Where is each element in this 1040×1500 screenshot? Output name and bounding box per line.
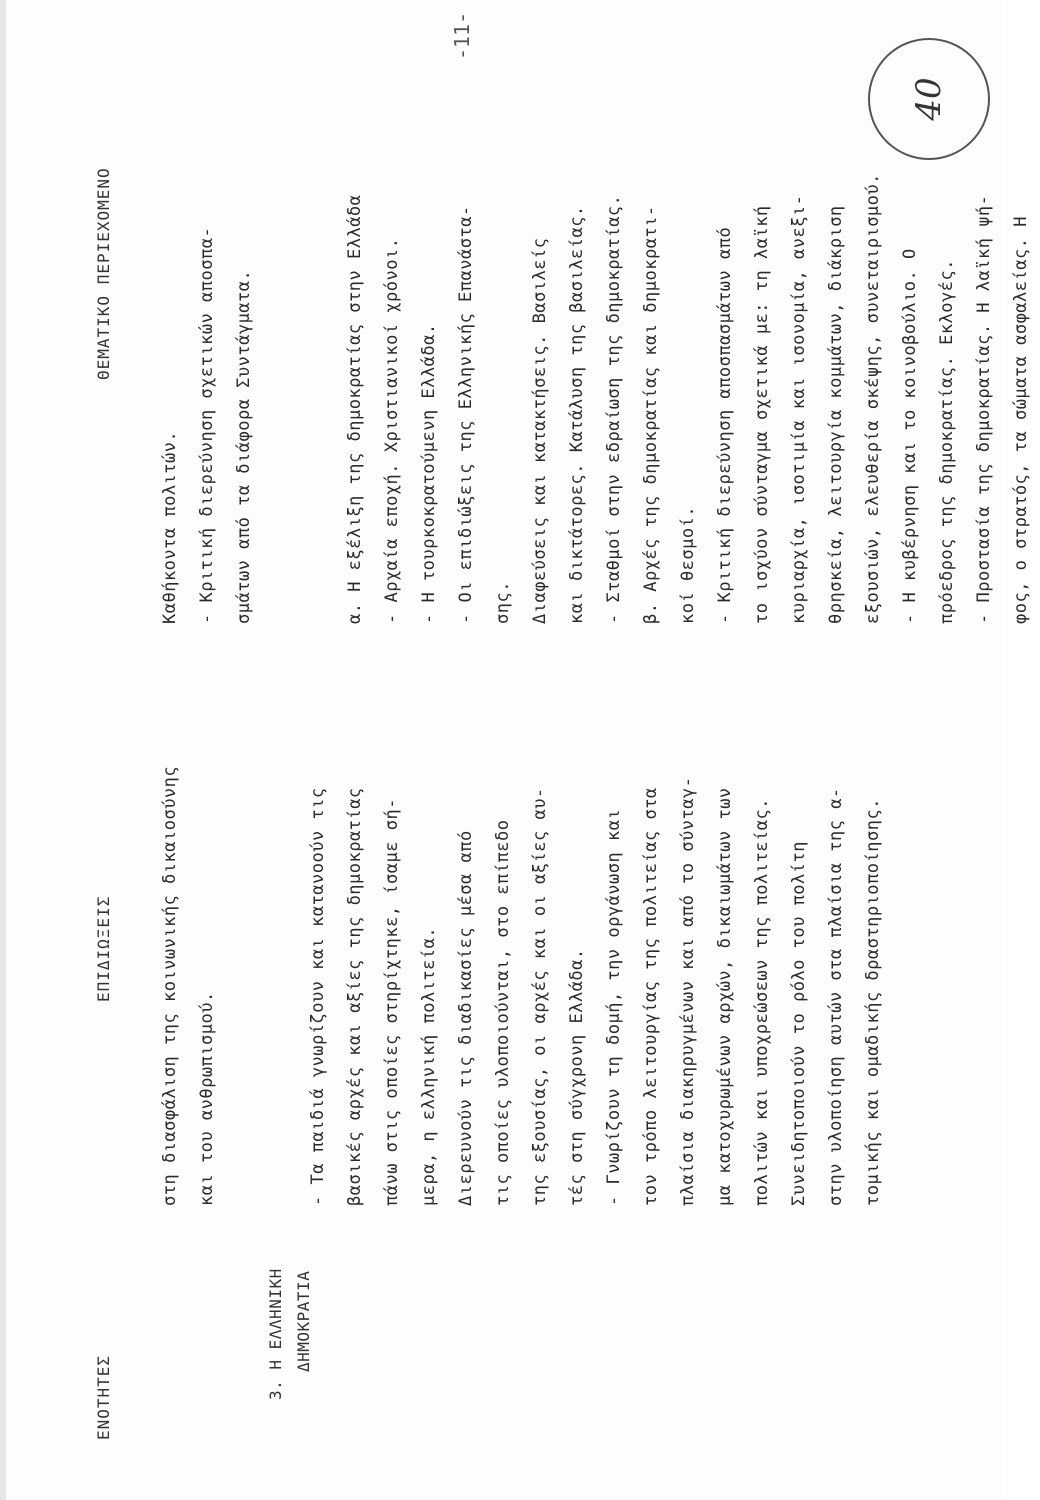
content-line: σμάτων από τα διάφορα Συντάγματα. [234,269,254,624]
objectives-line: - Γνωρίζουν τη δομή, την οργάνωση και [604,808,624,1206]
content-line: - Αρχαία εποχή. Χριστιανικοί χρόνοι. [382,237,402,624]
objectives-line: στην υλοποίηση αυτών στα πλαίσια της α- [826,787,846,1206]
objectives-line: τον τρόπο λειτουργίας της πολιτείας στα [641,787,661,1206]
stamp-mark: 40 [909,77,949,121]
content-line [263,173,300,624]
objectives-line: στη διασφάλιση της κοινωνικής δικαιοσύνης [160,765,180,1206]
content-line: σης. [493,581,513,624]
content-line: - Κριτική διερεύνηση αποσπασμάτων από [715,226,735,624]
objectives-line: μερα, η ελληνική πολιτεία. [419,926,439,1206]
objectives-line: τομικής και ομαδικής δραστηριοποίησης. [863,798,883,1206]
content-column [152,173,1040,624]
objectives-line: Συνειδητοποιούν το ρόλο του πολίτη [789,841,809,1206]
content-line: α. Η εξέλιξη της δημοκρατίας στην Ελλάδα [345,194,365,624]
content-line: - Η τουρκοκρατούμενη Ελλάδα. [419,323,439,624]
content-line: β. Αρχές της δημοκρατίας και δημοκρατι- [641,205,661,624]
objectives-line: της εξουσίας, οι αρχές και οι αξίες αυ- [530,787,550,1206]
objectives-line: βασικές αρχές και αξίες της δημοκρατίας [345,787,365,1206]
objectives-line [263,766,300,1206]
content-line: Καθήκοντα πολιτών. [160,430,180,624]
section-title [262,1268,318,1400]
content-line: - Κριτική διερεύνηση σχετικών αποσπα- [197,226,217,624]
page-number: -11- [450,11,474,60]
objectives-line: και του ανθρωπισμού. [197,991,217,1206]
section-number-title: 3. Η ΕΛΛΗΝΙΚΗ [266,1268,285,1400]
ink-stamp [868,38,990,160]
content-line [300,173,337,624]
content-line: πρόεδρος της δημοκρατίας. Εκλογές. [937,259,957,624]
objectives-line: πάνω στις οποίες στηρίχτηκε, ίσαμε σή- [382,798,402,1206]
content-line: και δικτάτορες. Κατάλυση της βασιλείας. [567,205,587,624]
content-line: το ισχύον σύνταγμα σχετικά με: τη λαϊκή [752,205,772,624]
header-content: ΘΕΜΑΤΙΚΟ ΠΕΡΙΕΧΟΜΕΝΟ [94,167,113,380]
content-line: - Σταθμοί στην εδραίωση της δημοκρατίας. [604,194,624,624]
content-line: κοί θεσμοί. [678,505,698,624]
objectives-line: πολιτών και υποχρεώσεων της πολιτείας. [752,798,772,1206]
content-line: εξουσιών, ελευθερία σκέψης, συνεταιρισμού. [863,173,883,624]
content-line: - Προστασία της δημοκρατίας. Η λαϊκή ψή- [974,194,994,624]
objectives-line: τις οποίες υλοποιούνται, στο επίπεδο [493,819,513,1206]
content-line: φος, ο στρατός, τα σώματα ασφαλείας. Η [1011,216,1031,624]
content-line: - Οι επιδιώξεις της Ελληνικής Επανάστα- [456,205,476,624]
objectives-line: - Τα παιδιά γνωρίζουν και κατανοούν τις [308,787,328,1206]
content-line: θρησκεία, λειτουργία κομμάτων, διάκριση [826,205,846,624]
content-line: κυριαρχία, ισοτιμία και ισονομία, ανεξι- [789,194,809,624]
objectives-column [152,766,892,1206]
objectives-line: τές στη σύγχρονη Ελλάδα. [567,948,587,1206]
header-objectives: ΕΠΙΔΙΩΞΕΙΣ [94,895,113,1002]
content-line: - Η κυβέρνηση και το κοινοβούλιο. Ο [900,248,920,624]
objectives-line [226,766,263,1206]
objectives-line: πλαίσια διακηρυγμένων και από το σύνταγ- [678,776,698,1206]
content-line: Διαφεύσεις και κατακτήσεις. Βασιλείς [530,237,550,624]
section-title-line2: ΔΗΜΟΚΡΑΤΙΑ [294,1270,313,1372]
header-units: ΕΝΟΤΗΤΕΣ [94,1354,113,1440]
objectives-line: Διερευνούν τις διαδικασίες μέσα από [456,830,476,1206]
objectives-line: μα κατοχυρωμένων αρχών, δικαιωμάτων των [715,787,735,1206]
